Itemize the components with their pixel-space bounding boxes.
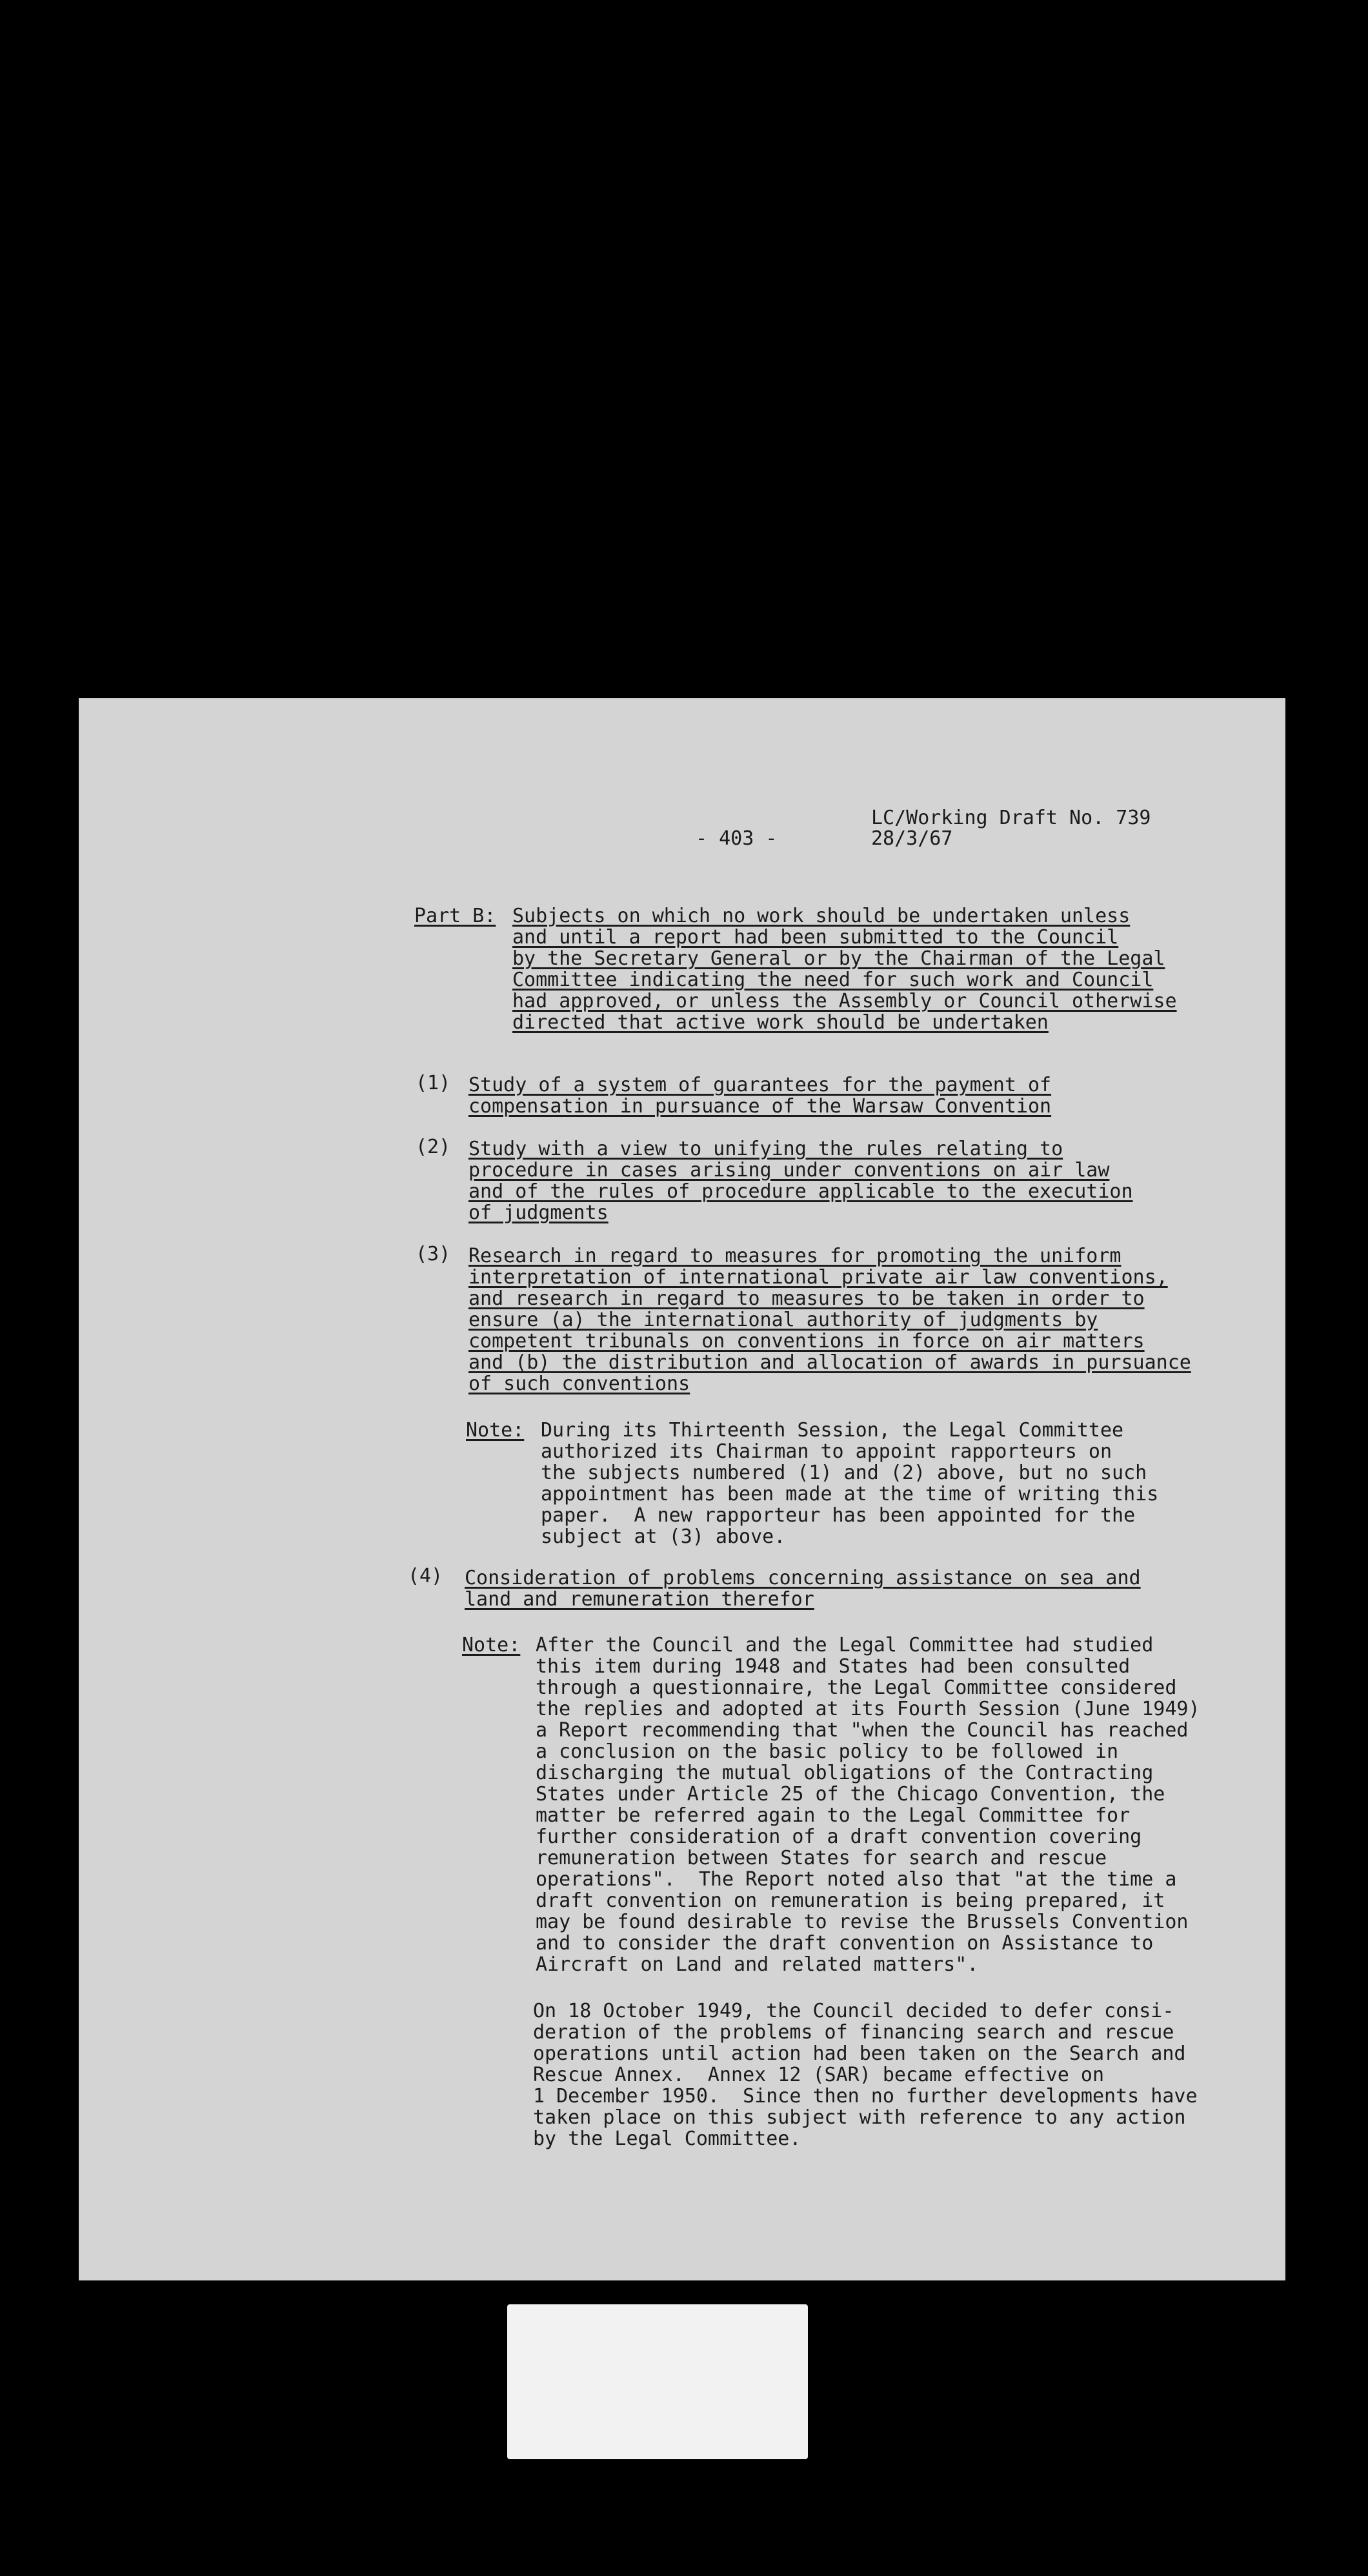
doc-reference: LC/Working Draft No. 739 (871, 807, 1151, 829)
note-line: through a questionnaire, the Legal Committee considered (536, 1676, 1177, 1699)
note-line: paper. A new rapporteur has been appointed for the (541, 1504, 1136, 1527)
item-number: (3) (416, 1243, 451, 1265)
item-number: (4) (408, 1565, 443, 1587)
item-number: (1) (416, 1072, 451, 1094)
item-line: land and remuneration therefor (465, 1588, 814, 1611)
note-line: Rescue Annex. Annex 12 (SAR) became effective on (533, 2064, 1105, 2086)
note-line: by the Legal Committee. (533, 2128, 801, 2150)
note-line: On 18 October 1949, the Council decided to defer consi- (533, 2000, 1174, 2022)
part-b-line: by the Secretary General or by the Chairman of the Legal (512, 947, 1165, 970)
note-line: a Report recommending that "when the Council has reached (536, 1719, 1189, 1742)
note-line: draft convention on remuneration is being prepared, it (536, 1889, 1165, 1912)
note-line: appointment has been made at the time of writing this (541, 1483, 1159, 1505)
part-b-line: Committee indicating the need for such work and Council (512, 969, 1154, 991)
item-line: Consideration of problems concerning assistance on sea and (465, 1567, 1141, 1589)
note-line: may be found desirable to revise the Brussels Convention (536, 1911, 1189, 1933)
doc-date: 28/3/67 (871, 827, 953, 850)
note-line: subject at (3) above. (541, 1525, 786, 1548)
note-line: 1 December 1950. Since then no further developments have (533, 2085, 1198, 2108)
part-b-line: Subjects on which no work should be undertaken unless (512, 905, 1131, 927)
note-line: a conclusion on the basic policy to be followed in (536, 1740, 1119, 1763)
part-b-line: had approved, or unless the Assembly or Council otherwise (512, 990, 1177, 1012)
part-b-line: directed that active work should be undertaken (512, 1011, 1049, 1034)
note-line: the subjects numbered (1) and (2) above, but no such (541, 1462, 1147, 1484)
note-line: remuneration between States for search and rescue (536, 1847, 1107, 1869)
item-line: and (b) the distribution and allocation of awards in pursuance (468, 1351, 1191, 1374)
note-line: Aircraft on Land and related matters". (536, 1953, 979, 1976)
note-line: States under Article 25 of the Chicago Convention, the (536, 1783, 1165, 1806)
item-line: procedure in cases arising under conventions on air law (468, 1159, 1110, 1182)
note-line: operations". The Report noted also that "at the time a (536, 1868, 1177, 1891)
note-line: operations until action had been taken on the Search and (533, 2042, 1186, 2065)
item-line: and research in regard to measures to be taken in order to (468, 1287, 1145, 1310)
item-line: interpretation of international private air law conventions, (468, 1266, 1168, 1289)
blank-card (507, 2304, 808, 2459)
item-line: compensation in pursuance of the Warsaw Convention (468, 1095, 1052, 1118)
note-line: During its Thirteenth Session, the Legal Committee (541, 1419, 1124, 1442)
item-line: Research in regard to measures for promoting the uniform (468, 1245, 1122, 1267)
note-line: After the Council and the Legal Committee had studied (536, 1634, 1154, 1656)
note-line: deration of the problems of financing search and rescue (533, 2021, 1174, 2044)
note-line: the replies and adopted at its Fourth Session (June 1949) (536, 1698, 1200, 1720)
note-line: matter be referred again to the Legal Committee for (536, 1804, 1131, 1827)
item-line: ensure (a) the international authority of judgments by (468, 1309, 1098, 1331)
note-label: Note: (466, 1419, 525, 1442)
note-line: and to consider the draft convention on Assistance to (536, 1932, 1154, 1955)
note-line: taken place on this subject with reference to any action (533, 2106, 1186, 2129)
part-b-label: Part B: (414, 905, 496, 927)
note-line: discharging the mutual obligations of the Contracting (536, 1762, 1154, 1784)
item-line: Study of a system of guarantees for the payment of (468, 1074, 1052, 1096)
note-line: this item during 1948 and States had been consulted (536, 1655, 1131, 1678)
page-number: - 403 - (696, 827, 778, 850)
item-line: of judgments (468, 1202, 609, 1224)
item-line: of such conventions (468, 1373, 690, 1395)
item-line: competent tribunals on conventions in force on air matters (468, 1330, 1145, 1353)
item-line: and of the rules of procedure applicable to the execution (468, 1180, 1133, 1203)
part-b-line: and until a report had been submitted to the Council (512, 926, 1119, 949)
note-line: further consideration of a draft convention covering (536, 1826, 1142, 1848)
item-line: Study with a view to unifying the rules relating to (468, 1138, 1063, 1160)
note-line: authorized its Chairman to appoint rapporteurs on (541, 1440, 1112, 1463)
item-number: (2) (416, 1136, 451, 1158)
note-label: Note: (462, 1634, 521, 1656)
